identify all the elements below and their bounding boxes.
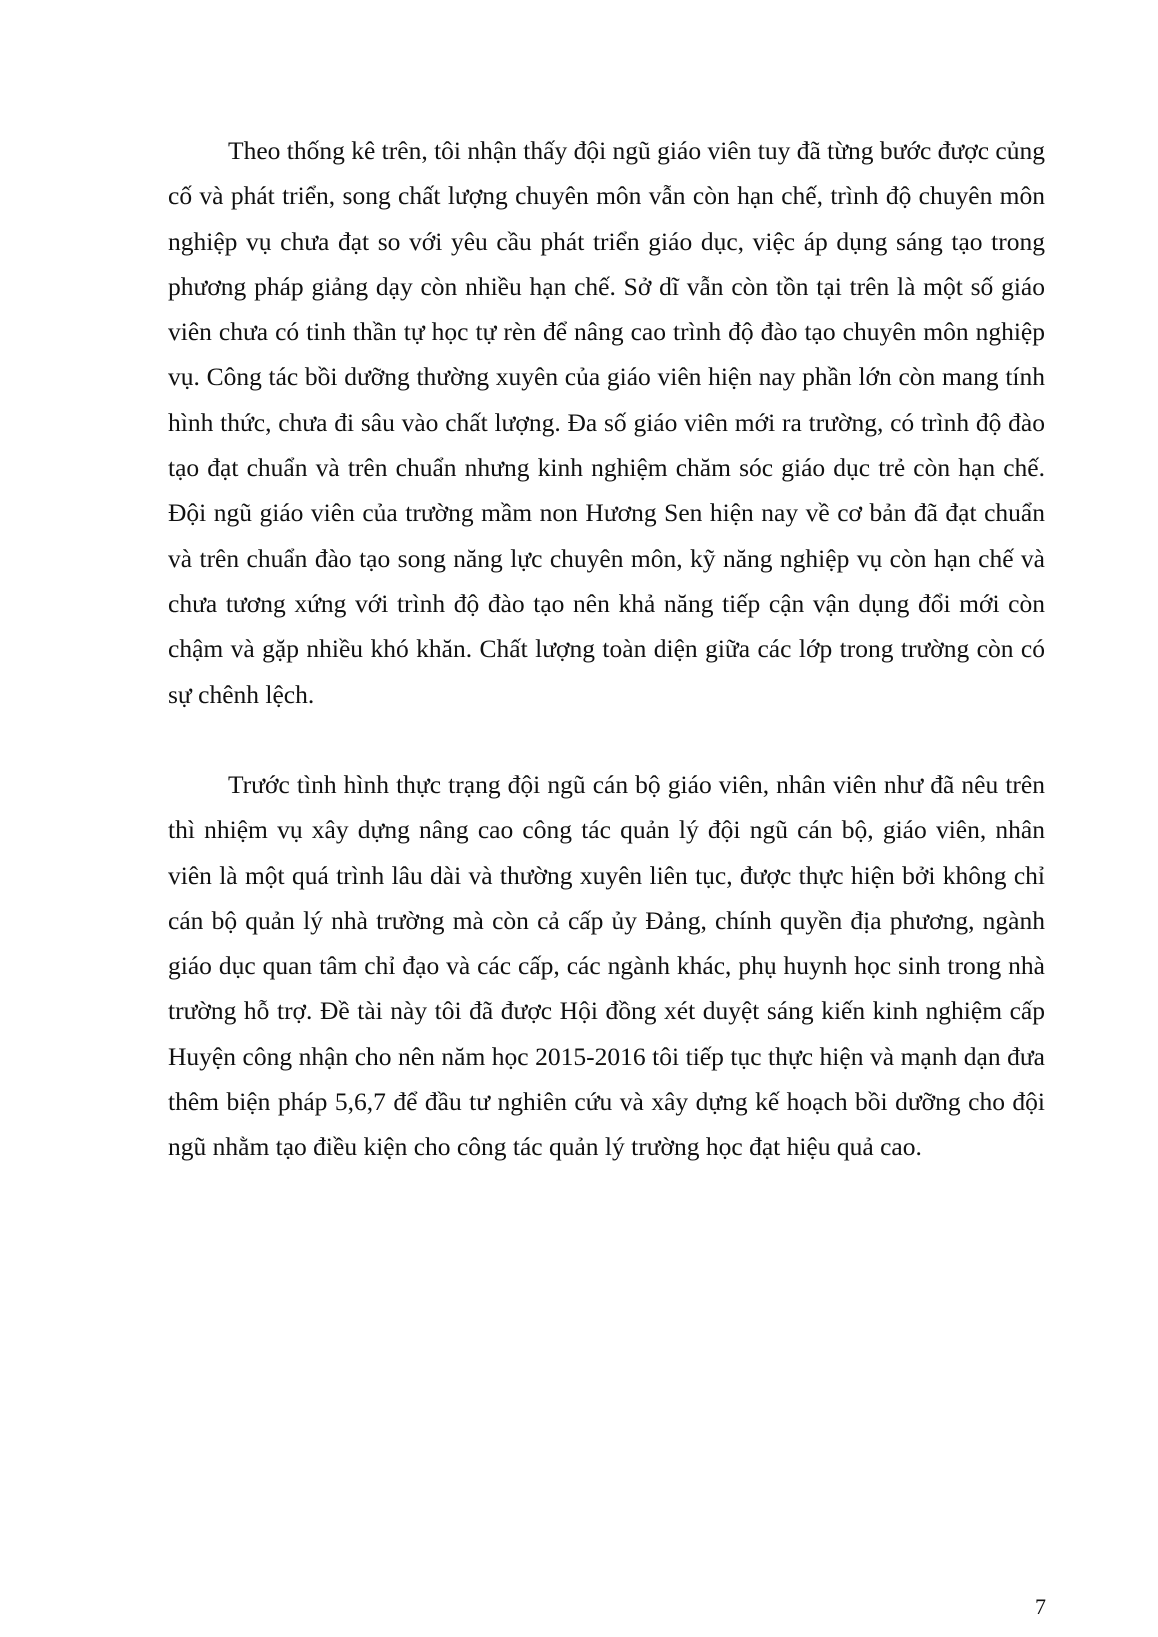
page-number: 7: [1035, 1594, 1046, 1619]
body-paragraph: Trước tình hình thực trạng đội ngũ cán bộ giáo viên, nhân viên như đã nêu trên thì nhiệm vụ xây dựng nâng cao công tác quản lý đội ngũ cán bộ, giáo viên, nhân viên là một quá trình lâu dài và thường xuyên liên tục, được thực hiện bởi không chỉ cán bộ quản lý nhà trường mà còn cả cấp ủy Đảng, chính quyền địa phương, ngành giáo dục quan tâm chỉ đạo và các cấp, các ngành khác, phụ huynh học sinh trong nhà trường hỗ trợ. Đề tài này tôi đã được Hội đồng xét duyệt sáng kiến kinh nghiệm cấp Huyện công nhận cho nên năm học 2015-2016 tôi tiếp tục thực hiện và mạnh dạn đưa thêm biện pháp 5,6,7 để đầu tư nghiên cứu và xây dựng kế hoạch bồi dưỡng cho đội ngũ nhằm tạo điều kiện cho công tác quản lý trường học đạt hiệu quả cao.: [168, 770, 1045, 1162]
body-paragraph: Theo thống kê trên, tôi nhận thấy đội ngũ giáo viên tuy đã từng bước được củng cố và phát triển, song chất lượng chuyên môn vẫn còn hạn chế, trình độ chuyên môn nghiệp vụ chưa đạt so với yêu cầu phát triển giáo dục, việc áp dụng sáng tạo trong phương pháp giảng dạy còn nhiều hạn chế. Sở dĩ vẫn còn tồn tại trên là một số giáo viên chưa có tinh thần tự học tự rèn để nâng cao trình độ đào tạo chuyên môn nghiệp vụ. Công tác bồi dưỡng thường xuyên của giáo viên hiện nay phần lớn còn mang tính hình thức, chưa đi sâu vào chất lượng. Đa số giáo viên mới ra trường, có trình độ đào tạo đạt chuẩn và trên chuẩn nhưng kinh nghiệm chăm sóc giáo dục trẻ còn hạn chế. Đội ngũ giáo viên của trường mầm non Hương Sen hiện nay về cơ bản đã đạt chuẩn và trên chuẩn đào tạo song năng lực chuyên môn, kỹ năng nghiệp vụ còn hạn chế và chưa tương xứng với trình độ đào tạo nên khả năng tiếp cận vận dụng đổi mới còn chậm và gặp nhiều khó khăn. Chất lượng toàn diện giữa các lớp trong trường còn có sự chênh lệch.: [168, 136, 1045, 709]
